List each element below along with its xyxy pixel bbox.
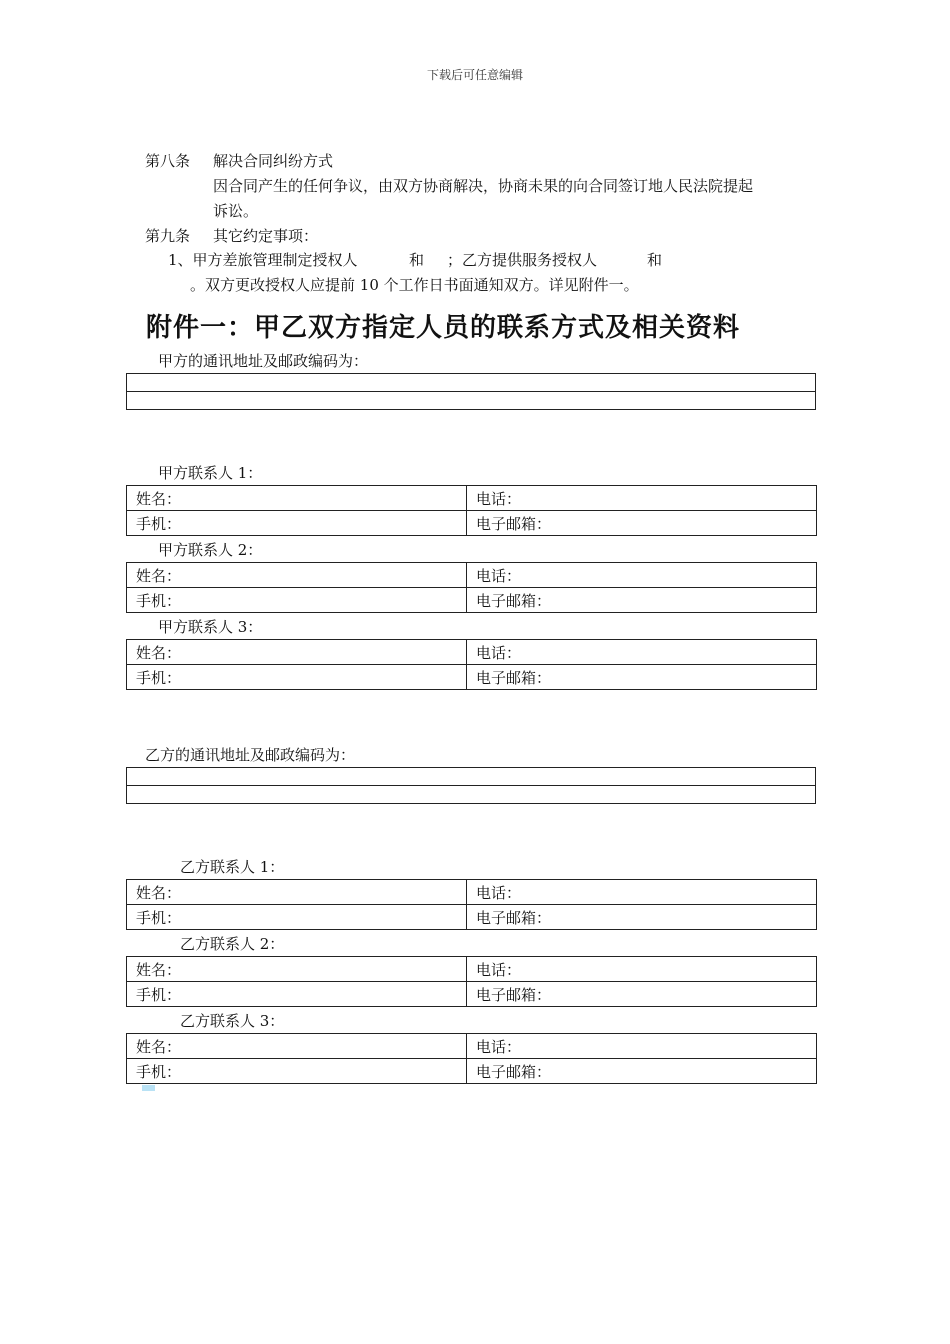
party-a-address-row1[interactable] xyxy=(127,374,816,392)
mobile-field[interactable]: 手机： xyxy=(127,588,467,613)
name-field[interactable]: 姓名： xyxy=(127,486,467,511)
party-a-contact-2-label: 甲方联系人 2： xyxy=(158,541,263,559)
party-b-contact-3-label: 乙方联系人 3： xyxy=(180,1012,285,1030)
name-field[interactable]: 姓名： xyxy=(127,957,467,982)
email-field[interactable]: 电子邮箱： xyxy=(467,905,817,930)
party-b-contact-1-table xyxy=(126,879,817,930)
article-8-label: 第八条 xyxy=(145,152,191,170)
party-a-contact-1-table xyxy=(126,485,817,536)
mobile-field[interactable]: 手机： xyxy=(127,982,467,1007)
party-a-contact-3-label: 甲方联系人 3： xyxy=(158,618,263,636)
article-8-title: 解决合同纠纷方式 xyxy=(213,152,334,170)
party-b-address-table xyxy=(126,767,816,804)
party-b-contact-2-label: 乙方联系人 2： xyxy=(180,935,285,953)
mobile-field[interactable]: 手机： xyxy=(127,905,467,930)
phone-field[interactable]: 电话： xyxy=(467,640,817,665)
name-field[interactable]: 姓名： xyxy=(127,640,467,665)
article-9-label: 第九条 xyxy=(145,227,191,245)
phone-field[interactable]: 电话： xyxy=(467,880,817,905)
mobile-field[interactable]: 手机： xyxy=(127,511,467,536)
party-a-address-table xyxy=(126,373,816,410)
party-b-address-row1[interactable] xyxy=(127,768,816,786)
article-9-title: 其它约定事项： xyxy=(213,227,319,245)
email-field[interactable]: 电子邮箱： xyxy=(467,511,817,536)
party-a-address-label: 甲方的通讯地址及邮政编码为： xyxy=(158,352,369,370)
phone-field[interactable]: 电话： xyxy=(467,1034,817,1059)
phone-field[interactable]: 电话： xyxy=(467,957,817,982)
party-a-contact-2-table xyxy=(126,562,817,613)
email-field[interactable]: 电子邮箱： xyxy=(467,982,817,1007)
phone-field[interactable]: 电话： xyxy=(467,563,817,588)
party-b-contact-3-table xyxy=(126,1033,817,1084)
article-8-body-line1: 因合同产生的任何争议，由双方协商解决，协商未果的向合同签订地人民法院提起 xyxy=(213,177,754,195)
mobile-field[interactable]: 手机： xyxy=(127,1059,467,1084)
phone-field[interactable]: 电话： xyxy=(467,486,817,511)
party-b-contact-2-table xyxy=(126,956,817,1007)
party-a-contact-3-table xyxy=(126,639,817,690)
article-9-item1-b: ；乙方提供服务授权人 xyxy=(447,251,598,269)
party-b-contact-1-label: 乙方联系人 1： xyxy=(180,858,285,876)
article-9-item1-continuation: 。双方更改授权人应提前 10 个工作日书面通知双方。详见附件一。 xyxy=(190,276,639,294)
mobile-field[interactable]: 手机： xyxy=(127,665,467,690)
name-field[interactable]: 姓名： xyxy=(127,1034,467,1059)
name-field[interactable]: 姓名： xyxy=(127,563,467,588)
text-cursor-marker xyxy=(142,1085,155,1091)
page-header: 下载后可任意编辑 xyxy=(426,68,523,82)
email-field[interactable]: 电子邮箱： xyxy=(467,588,817,613)
party-a-contact-1-label: 甲方联系人 1： xyxy=(158,464,263,482)
appendix-title: 附件一：甲乙双方指定人员的联系方式及相关资料 xyxy=(146,313,741,343)
party-b-address-row2[interactable] xyxy=(127,786,816,804)
party-a-address-row2[interactable] xyxy=(127,392,816,410)
email-field[interactable]: 电子邮箱： xyxy=(467,1059,817,1084)
party-b-address-label: 乙方的通讯地址及邮政编码为： xyxy=(145,746,356,764)
name-field[interactable]: 姓名： xyxy=(127,880,467,905)
article-8-body-line2: 诉讼。 xyxy=(213,202,259,220)
article-9-item1-a: 1、甲方差旅管理制定授权人 xyxy=(168,251,358,269)
article-9-item1-and1: 和 xyxy=(409,251,425,269)
email-field[interactable]: 电子邮箱： xyxy=(467,665,817,690)
article-9-item1-and2: 和 xyxy=(647,251,663,269)
